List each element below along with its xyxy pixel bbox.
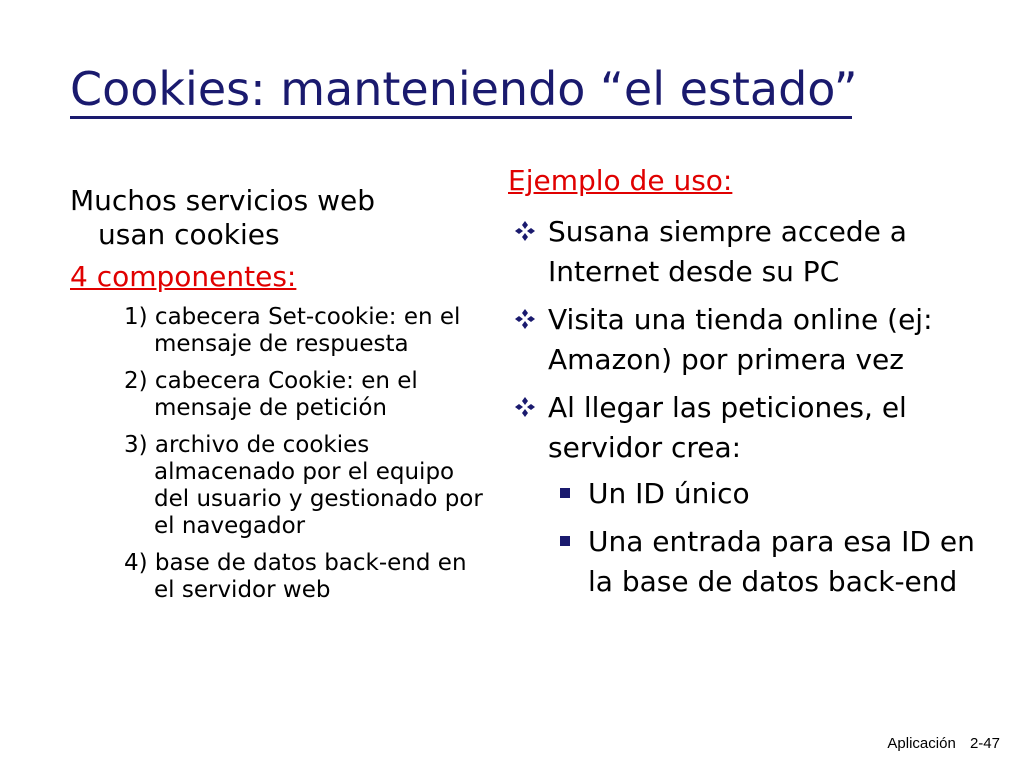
component-item: 4) base de datos back-end en el servidor web xyxy=(124,550,467,603)
bullet-text: Susana siempre accede a Internet desde su PC xyxy=(548,215,907,288)
diamond-bullet-icon xyxy=(514,308,536,330)
right-column xyxy=(508,164,1008,610)
sub-bullet-text: Una entrada para esa ID en la base de datos back-end xyxy=(588,525,975,598)
lead-line-1: Muchos servicios web xyxy=(70,184,376,217)
sub-bullet-item xyxy=(548,474,1008,514)
bullet-text: Visita una tienda online (ej: Amazon) por primera vez xyxy=(548,303,933,376)
square-bullet-icon xyxy=(560,488,570,498)
diamond-bullet-icon xyxy=(514,220,536,242)
component-item: 2) cabecera Cookie: en el mensaje de petición xyxy=(124,368,418,421)
lead-line-2: usan cookies xyxy=(98,218,280,251)
left-column xyxy=(70,184,490,614)
bullet-item xyxy=(508,212,1008,292)
bullet-item xyxy=(508,388,1008,602)
example-heading: Ejemplo de uso: xyxy=(508,164,733,197)
slide-footer xyxy=(887,735,1000,752)
example-bullets xyxy=(508,212,1008,602)
bullet-item xyxy=(508,300,1008,380)
footer-section: Aplicación xyxy=(887,735,956,752)
component-item: 1) cabecera Set-cookie: en el mensaje de respuesta xyxy=(124,304,461,357)
lead-text xyxy=(70,184,490,252)
components-list xyxy=(70,304,490,604)
slide-title: Cookies: manteniendo “el estado” xyxy=(70,62,858,116)
title-underline xyxy=(70,116,852,119)
components-heading: 4 componentes: xyxy=(70,260,297,293)
sub-bullet-item xyxy=(548,522,1008,602)
sub-bullets xyxy=(548,474,1008,602)
diamond-bullet-icon xyxy=(514,396,536,418)
square-bullet-icon xyxy=(560,536,570,546)
sub-bullet-text: Un ID único xyxy=(588,477,750,510)
component-item: 3) archivo de cookies almacenado por el equipo del usuario y gestionado por el navegador xyxy=(124,432,483,539)
footer-page-number: 2-47 xyxy=(969,735,1000,752)
bullet-text: Al llegar las peticiones, el servidor crea: xyxy=(548,391,907,464)
